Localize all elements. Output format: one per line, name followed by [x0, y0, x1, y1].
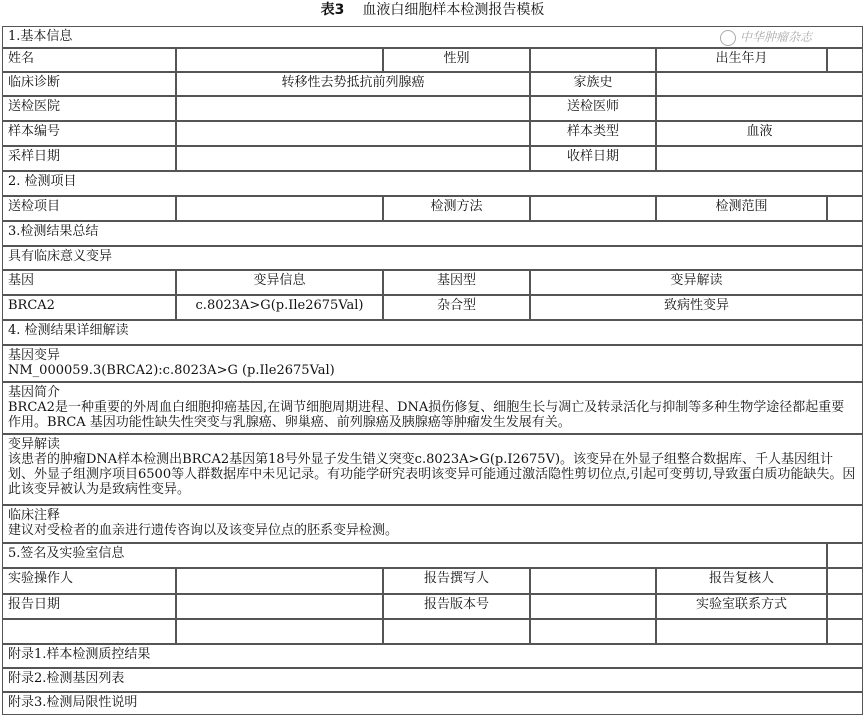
operator-value[interactable]	[176, 568, 383, 594]
gender-value[interactable]	[530, 48, 656, 72]
sample-type-label: 样本类型	[530, 121, 656, 146]
watermark: 中华肿瘤杂志	[720, 28, 812, 46]
blank-cell[interactable]	[176, 619, 383, 644]
blank-cell[interactable]	[656, 619, 827, 644]
sample-type-value: 血液	[656, 121, 863, 146]
interpretation-title: 变异解读	[8, 437, 61, 452]
hospital-label: 送检医院	[2, 96, 176, 121]
header-gene: 基因	[2, 270, 176, 295]
section3-title: 3.检测结果总结	[2, 221, 863, 246]
doctor-label: 送检医师	[530, 96, 656, 121]
gene-intro-block	[2, 382, 863, 434]
blank-cell[interactable]	[2, 619, 176, 644]
reviewer-label: 报告复核人	[656, 568, 827, 594]
interpretation-block	[2, 434, 863, 505]
version-label: 报告版本号	[383, 594, 530, 619]
section5-title-spare	[827, 543, 863, 568]
appendix-3: 附录3.检测局限性说明	[2, 692, 863, 715]
result-variant-info: c.8023A>G(p.Ile2675Val)	[176, 295, 383, 320]
section5-title: 5.签名及实验室信息	[2, 543, 827, 568]
header-genotype: 基因型	[383, 270, 530, 295]
clinical-note-title: 临床注释	[8, 508, 61, 523]
receive-date-label: 收样日期	[530, 146, 656, 171]
header-variant-info: 变异信息	[176, 270, 383, 295]
collect-date-value[interactable]	[176, 146, 530, 171]
section2-title: 2. 检测项目	[2, 171, 863, 196]
section1-title: 1.基本信息	[2, 26, 863, 48]
range-label: 检测范围	[656, 196, 827, 221]
item-value[interactable]	[176, 196, 383, 221]
appendix-1: 附录1.样本检测质控结果	[2, 644, 863, 668]
result-gene: BRCA2	[2, 295, 176, 320]
table-caption: 血液白细胞样本检测报告模板	[362, 2, 545, 18]
birth-label: 出生年月	[656, 48, 827, 72]
version-value[interactable]	[530, 594, 656, 619]
result-genotype: 杂合型	[383, 295, 530, 320]
family-history-value[interactable]	[656, 72, 863, 96]
interpretation-text: 该患者的肿瘤DNA样本检测出BRCA2基因第18号外显子发生错义突变c.8023A>G(p.I2675V)。该变异在外显子组整合数据库、千人基因组计划、外显子组测序项目6500等人群数据库中未见记录。有功能学研究表明该变异可能通过激活隐性剪切位点,引起可变剪切,导致蛋白质功能缺失。因此该变异被认为是致病性变异。	[8, 452, 856, 497]
section3-subtitle: 具有临床意义变异	[2, 246, 863, 270]
item-label: 送检项目	[2, 196, 176, 221]
report-date-label: 报告日期	[2, 594, 176, 619]
writer-label: 报告撰写人	[383, 568, 530, 594]
header-interpretation: 变异解读	[530, 270, 863, 295]
variant-title: 基因变异	[8, 348, 61, 363]
blank-cell[interactable]	[530, 619, 656, 644]
name-value[interactable]	[176, 48, 383, 72]
table-title	[0, 0, 865, 26]
sample-id-label: 样本编号	[2, 121, 176, 146]
family-history-label: 家族史	[530, 72, 656, 96]
collect-date-label: 采样日期	[2, 146, 176, 171]
clinical-note-text: 建议对受检者的血亲进行遗传咨询以及该变异位点的胚系变异检测。	[8, 523, 399, 538]
clinical-note-block	[2, 505, 863, 543]
diagnosis-label: 临床诊断	[2, 72, 176, 96]
receive-date-value[interactable]	[656, 146, 863, 171]
report-form	[2, 26, 863, 715]
hospital-value[interactable]	[176, 96, 530, 121]
report-date-value[interactable]	[176, 594, 383, 619]
table-number: 表3	[320, 2, 345, 18]
writer-value[interactable]	[530, 568, 656, 594]
method-label: 检测方法	[383, 196, 530, 221]
name-label: 姓名	[2, 48, 176, 72]
section4-title: 4. 检测结果详细解读	[2, 320, 863, 345]
method-value[interactable]	[530, 196, 656, 221]
blank-cell[interactable]	[383, 619, 530, 644]
birth-value[interactable]	[827, 48, 863, 72]
gene-intro-title: 基因简介	[8, 385, 61, 400]
result-interpretation: 致病性变异	[530, 295, 863, 320]
diagnosis-value: 转移性去势抵抗前列腺癌	[176, 72, 530, 96]
reviewer-value[interactable]	[827, 568, 863, 594]
sample-id-value[interactable]	[176, 121, 530, 146]
contact-label: 实验室联系方式	[656, 594, 827, 619]
doctor-value[interactable]	[656, 96, 863, 121]
gender-label: 性别	[383, 48, 530, 72]
variant-text: NM_000059.3(BRCA2):c.8023A>G (p.Ile2675Val)	[8, 363, 335, 378]
range-value[interactable]	[827, 196, 863, 221]
contact-value[interactable]	[827, 594, 863, 619]
operator-label: 实验操作人	[2, 568, 176, 594]
appendix-2: 附录2.检测基因列表	[2, 668, 863, 692]
blank-cell[interactable]	[827, 619, 863, 644]
variant-block	[2, 345, 863, 382]
gene-intro-text: BRCA2是一种重要的外周血白细胞抑癌基因,在调节细胞周期进程、DNA损伤修复、细胞生长与凋亡及转录活化与抑制等多种生物学途径都起重要作用。BRCA 基因功能性缺失性突变与乳腺癌、卵巢癌、前列腺癌及胰腺癌等肿瘤发生发展有关。	[8, 400, 845, 430]
